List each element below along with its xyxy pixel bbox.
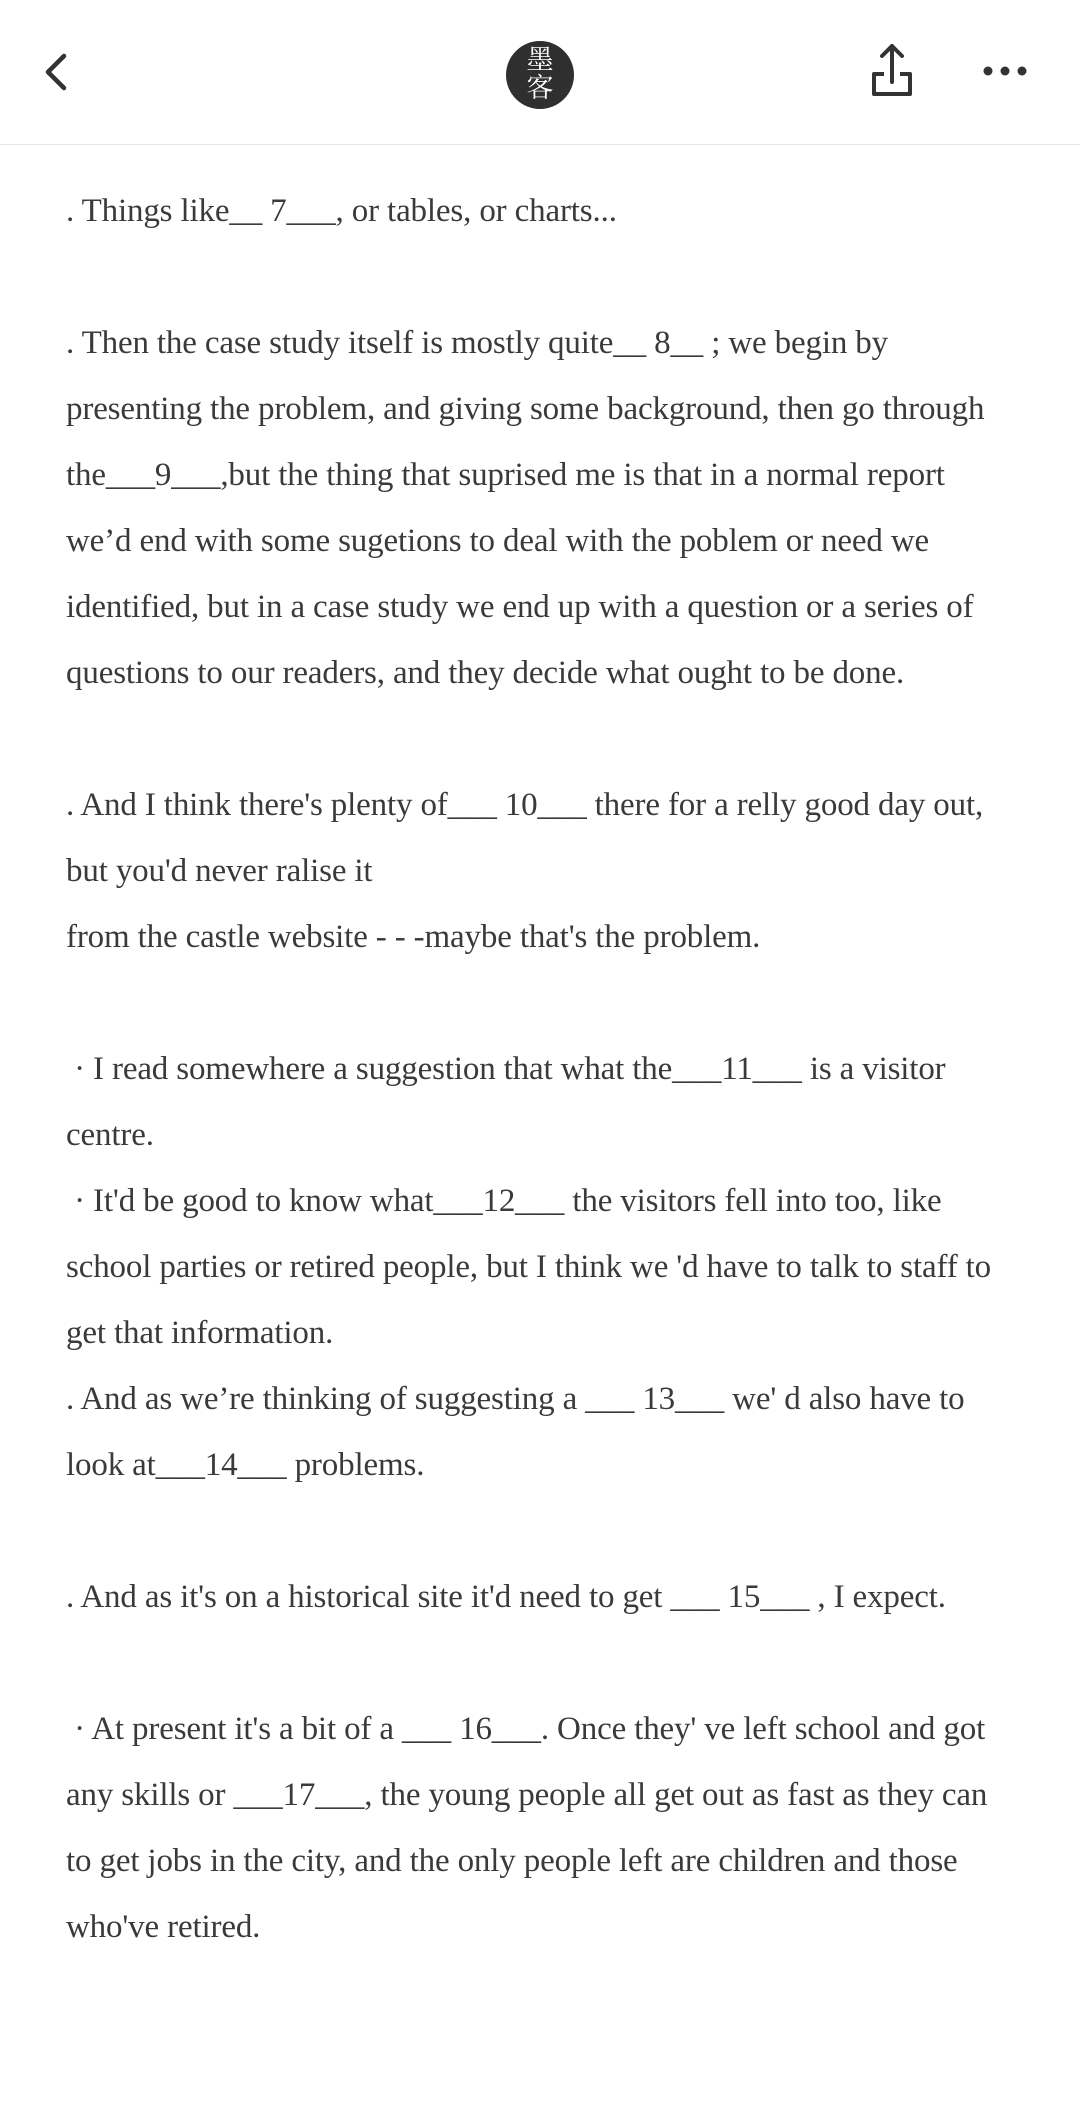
more-dots-icon bbox=[980, 56, 1030, 86]
more-options-button[interactable] bbox=[980, 56, 1030, 86]
paragraph-items-13-14: . And as we’re thinking of suggesting a ___ 13___ we' d also have to look at___14___ problems. bbox=[66, 1381, 965, 1483]
paragraph-item-12: · It'd be good to know what___12___ the visitors fell into too, like school parties or retired people, but I think we 'd have to talk to staff to get that information. bbox=[66, 1183, 992, 1351]
paragraph-item-10: . And I think there's plenty of___ 10___ there for a relly good day out, but you'd never ralise it bbox=[66, 787, 984, 889]
paragraph-item-15: . And as it's on a historical site it'd need to get ___ 15___ , I expect. bbox=[66, 1579, 946, 1615]
paragraph-item-11: · I read somewhere a suggestion that what the___11___ is a visitor centre. bbox=[66, 1051, 946, 1153]
paragraph-item-7: . Things like__ 7___, or tables, or charts... bbox=[66, 193, 617, 229]
site-logo bbox=[506, 41, 574, 109]
chevron-left-icon bbox=[36, 44, 84, 100]
share-button[interactable] bbox=[866, 40, 918, 100]
back-button[interactable] bbox=[36, 44, 84, 100]
logo-char-top: 墨 bbox=[526, 45, 554, 76]
article-body bbox=[0, 178, 1080, 1960]
paragraph-item-10-continued: from the castle website - - -maybe that's the problem. bbox=[66, 919, 761, 955]
logo-char-bottom: 客 bbox=[526, 73, 554, 104]
share-icon bbox=[866, 40, 918, 100]
paragraph-items-16-17: · At present it's a bit of a ___ 16___. Once they' ve left school and got any skills or ___17___, the young people all get out as fast as they can to get jobs in the city, and the only people left are children and those who've retired. bbox=[66, 1711, 988, 1945]
paragraph-items-8-9: . Then the case study itself is mostly quite__ 8__ ; we begin by presenting the problem, and giving some background, then go through the___9___,but the thing that suprised me is that in a normal report we’d end with some sugetions to deal with the poblem or need we identified, but in a case study we end up with a question or a series of questions to our readers, and they decide what ought to be done. bbox=[66, 325, 985, 691]
top-bar bbox=[0, 0, 1080, 145]
